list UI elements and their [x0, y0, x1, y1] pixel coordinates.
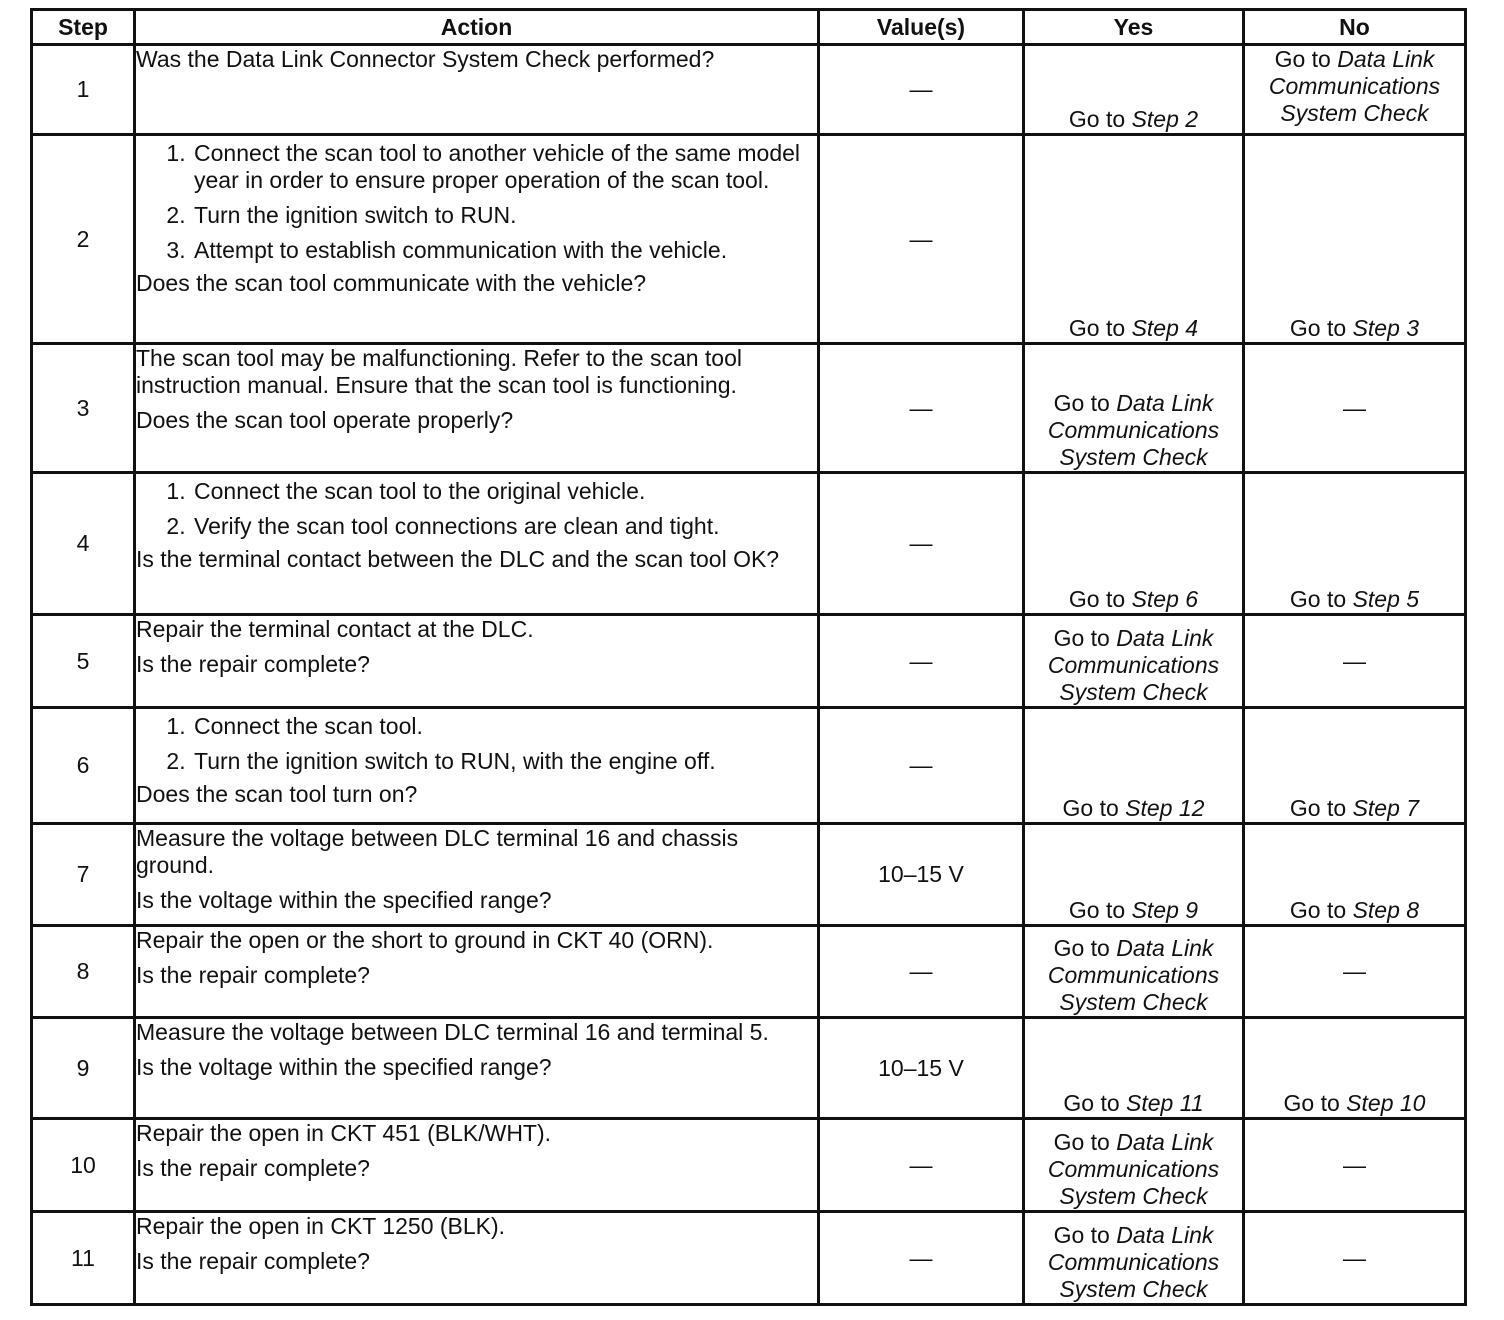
no-target: Step 8	[1352, 897, 1420, 923]
value-cell: —	[819, 1212, 1024, 1305]
yes-prefix: Go to	[1068, 315, 1132, 341]
step-number: 3	[32, 344, 135, 473]
step-number: 1	[32, 45, 135, 135]
table-row	[32, 615, 1466, 708]
list-item: 2. Turn the ignition switch to RUN.	[192, 202, 817, 229]
yes-prefix: Go to	[1053, 1222, 1117, 1248]
yes-target: Step 2	[1131, 106, 1199, 132]
list-item: 1. Connect the scan tool to another vehicle of the same model year in order to ensure proper operation of the scan tool.	[192, 140, 817, 194]
table-row	[32, 824, 1466, 926]
action-cell	[135, 1212, 819, 1305]
value-cell: 10–15 V	[819, 1018, 1024, 1119]
no-cell	[1244, 1018, 1466, 1119]
yes-prefix: Go to	[1053, 935, 1117, 961]
value-cell: 10–15 V	[819, 824, 1024, 926]
value-cell: —	[819, 135, 1024, 344]
yes-target: Data Link Communications System Check	[1047, 1222, 1220, 1302]
action-question: Does the scan tool communicate with the vehicle?	[136, 270, 647, 296]
yes-cell	[1024, 1119, 1244, 1212]
action-cell	[135, 135, 819, 344]
action-question: Is the repair complete?	[136, 651, 370, 677]
yes-prefix: Go to	[1068, 897, 1132, 923]
step-number: 8	[32, 926, 135, 1018]
no-prefix: Go to	[1289, 315, 1353, 341]
action-text: Repair the open in CKT 451 (BLK/WHT).	[136, 1120, 552, 1146]
no-cell: —	[1244, 344, 1466, 473]
step-number: 11	[32, 1212, 135, 1305]
yes-target: Step 9	[1131, 897, 1199, 923]
value-cell: —	[819, 45, 1024, 135]
diagnostic-table	[30, 8, 1467, 1306]
action-list	[136, 140, 817, 264]
no-cell	[1244, 473, 1466, 615]
no-prefix: Go to	[1274, 46, 1338, 72]
no-cell: —	[1244, 615, 1466, 708]
no-cell: —	[1244, 926, 1466, 1018]
yes-target: Data Link Communications System Check	[1047, 935, 1220, 1015]
table-row	[32, 45, 1466, 135]
action-question: Is the voltage within the specified range?	[136, 887, 552, 913]
no-cell	[1244, 708, 1466, 824]
header-yes: Yes	[1024, 10, 1244, 45]
value-cell: —	[819, 344, 1024, 473]
no-target: Step 7	[1352, 795, 1420, 821]
list-item: 2. Turn the ignition switch to RUN, with the engine off.	[192, 748, 817, 775]
yes-prefix: Go to	[1062, 795, 1126, 821]
action-question: Does the scan tool turn on?	[136, 781, 418, 807]
no-prefix: Go to	[1289, 897, 1353, 923]
action-list	[136, 713, 817, 775]
value-cell: —	[819, 1119, 1024, 1212]
yes-prefix: Go to	[1063, 1090, 1127, 1116]
no-target: Step 10	[1346, 1090, 1426, 1116]
table-row	[32, 1119, 1466, 1212]
action-cell	[135, 344, 819, 473]
action-text: Repair the open or the short to ground in CKT 40 (ORN).	[136, 927, 714, 953]
no-target: Step 3	[1352, 315, 1420, 341]
yes-prefix: Go to	[1053, 1129, 1117, 1155]
header-values: Value(s)	[819, 10, 1024, 45]
no-cell: —	[1244, 1212, 1466, 1305]
yes-prefix: Go to	[1068, 586, 1132, 612]
action-text: Measure the voltage between DLC terminal 16 and chassis ground.	[136, 825, 739, 878]
action-text: Repair the open in CKT 1250 (BLK).	[136, 1213, 506, 1239]
action-cell	[135, 45, 819, 135]
yes-target: Data Link Communications System Check	[1047, 1129, 1220, 1209]
yes-target: Data Link Communications System Check	[1047, 625, 1220, 705]
action-cell	[135, 824, 819, 926]
step-number: 2	[32, 135, 135, 344]
list-item: 1. Connect the scan tool.	[192, 713, 817, 740]
action-cell	[135, 926, 819, 1018]
yes-cell	[1024, 926, 1244, 1018]
header-action: Action	[135, 10, 819, 45]
yes-cell	[1024, 824, 1244, 926]
yes-cell	[1024, 135, 1244, 344]
table-row	[32, 1212, 1466, 1305]
action-cell	[135, 708, 819, 824]
action-list	[136, 478, 817, 540]
yes-cell	[1024, 1212, 1244, 1305]
action-cell	[135, 1119, 819, 1212]
yes-cell	[1024, 45, 1244, 135]
table-row	[32, 926, 1466, 1018]
list-item: 1. Connect the scan tool to the original vehicle.	[192, 478, 817, 505]
action-question: Is the voltage within the specified range?	[136, 1054, 552, 1080]
yes-cell	[1024, 708, 1244, 824]
step-number: 4	[32, 473, 135, 615]
yes-cell	[1024, 1018, 1244, 1119]
value-cell: —	[819, 473, 1024, 615]
no-prefix: Go to	[1289, 586, 1353, 612]
action-question: Is the terminal contact between the DLC and the scan tool OK?	[136, 546, 780, 572]
yes-prefix: Go to	[1053, 625, 1117, 651]
table-row	[32, 1018, 1466, 1119]
yes-cell	[1024, 473, 1244, 615]
step-number: 6	[32, 708, 135, 824]
action-text: Measure the voltage between DLC terminal 16 and terminal 5.	[136, 1019, 769, 1045]
action-question: Was the Data Link Connector System Check performed?	[136, 46, 715, 72]
no-prefix: Go to	[1289, 795, 1353, 821]
table-row	[32, 473, 1466, 615]
yes-prefix: Go to	[1053, 390, 1117, 416]
no-target: Step 5	[1352, 586, 1420, 612]
step-number: 5	[32, 615, 135, 708]
yes-target: Step 6	[1131, 586, 1199, 612]
action-cell	[135, 1018, 819, 1119]
value-cell: —	[819, 615, 1024, 708]
list-item: 3. Attempt to establish communication with the vehicle.	[192, 237, 817, 264]
no-cell: —	[1244, 1119, 1466, 1212]
step-number: 10	[32, 1119, 135, 1212]
no-cell	[1244, 824, 1466, 926]
yes-target: Data Link Communications System Check	[1047, 390, 1220, 470]
yes-target: Step 11	[1126, 1090, 1204, 1116]
table-row	[32, 344, 1466, 473]
action-question: Is the repair complete?	[136, 1155, 370, 1181]
yes-cell	[1024, 344, 1244, 473]
value-cell: —	[819, 926, 1024, 1018]
action-cell	[135, 473, 819, 615]
yes-target: Step 4	[1131, 315, 1199, 341]
header-row	[32, 10, 1466, 45]
yes-cell	[1024, 615, 1244, 708]
no-target: Data Link Communications System Check	[1268, 46, 1441, 126]
header-no: No	[1244, 10, 1466, 45]
action-question: Is the repair complete?	[136, 1248, 370, 1274]
action-text: Repair the terminal contact at the DLC.	[136, 616, 534, 642]
action-question: Does the scan tool operate properly?	[136, 407, 514, 433]
yes-prefix: Go to	[1068, 106, 1132, 132]
header-step: Step	[32, 10, 135, 45]
step-number: 7	[32, 824, 135, 926]
no-prefix: Go to	[1283, 1090, 1347, 1116]
no-cell	[1244, 135, 1466, 344]
list-item: 2. Verify the scan tool connections are clean and tight.	[192, 513, 817, 540]
action-cell	[135, 615, 819, 708]
action-text: The scan tool may be malfunctioning. Refer to the scan tool instruction manual. Ensure that the scan tool is functioning.	[136, 345, 742, 398]
yes-target: Step 12	[1125, 795, 1205, 821]
no-cell	[1244, 45, 1466, 135]
step-number: 9	[32, 1018, 135, 1119]
value-cell: —	[819, 708, 1024, 824]
table-row	[32, 708, 1466, 824]
table-row	[32, 135, 1466, 344]
action-question: Is the repair complete?	[136, 962, 370, 988]
